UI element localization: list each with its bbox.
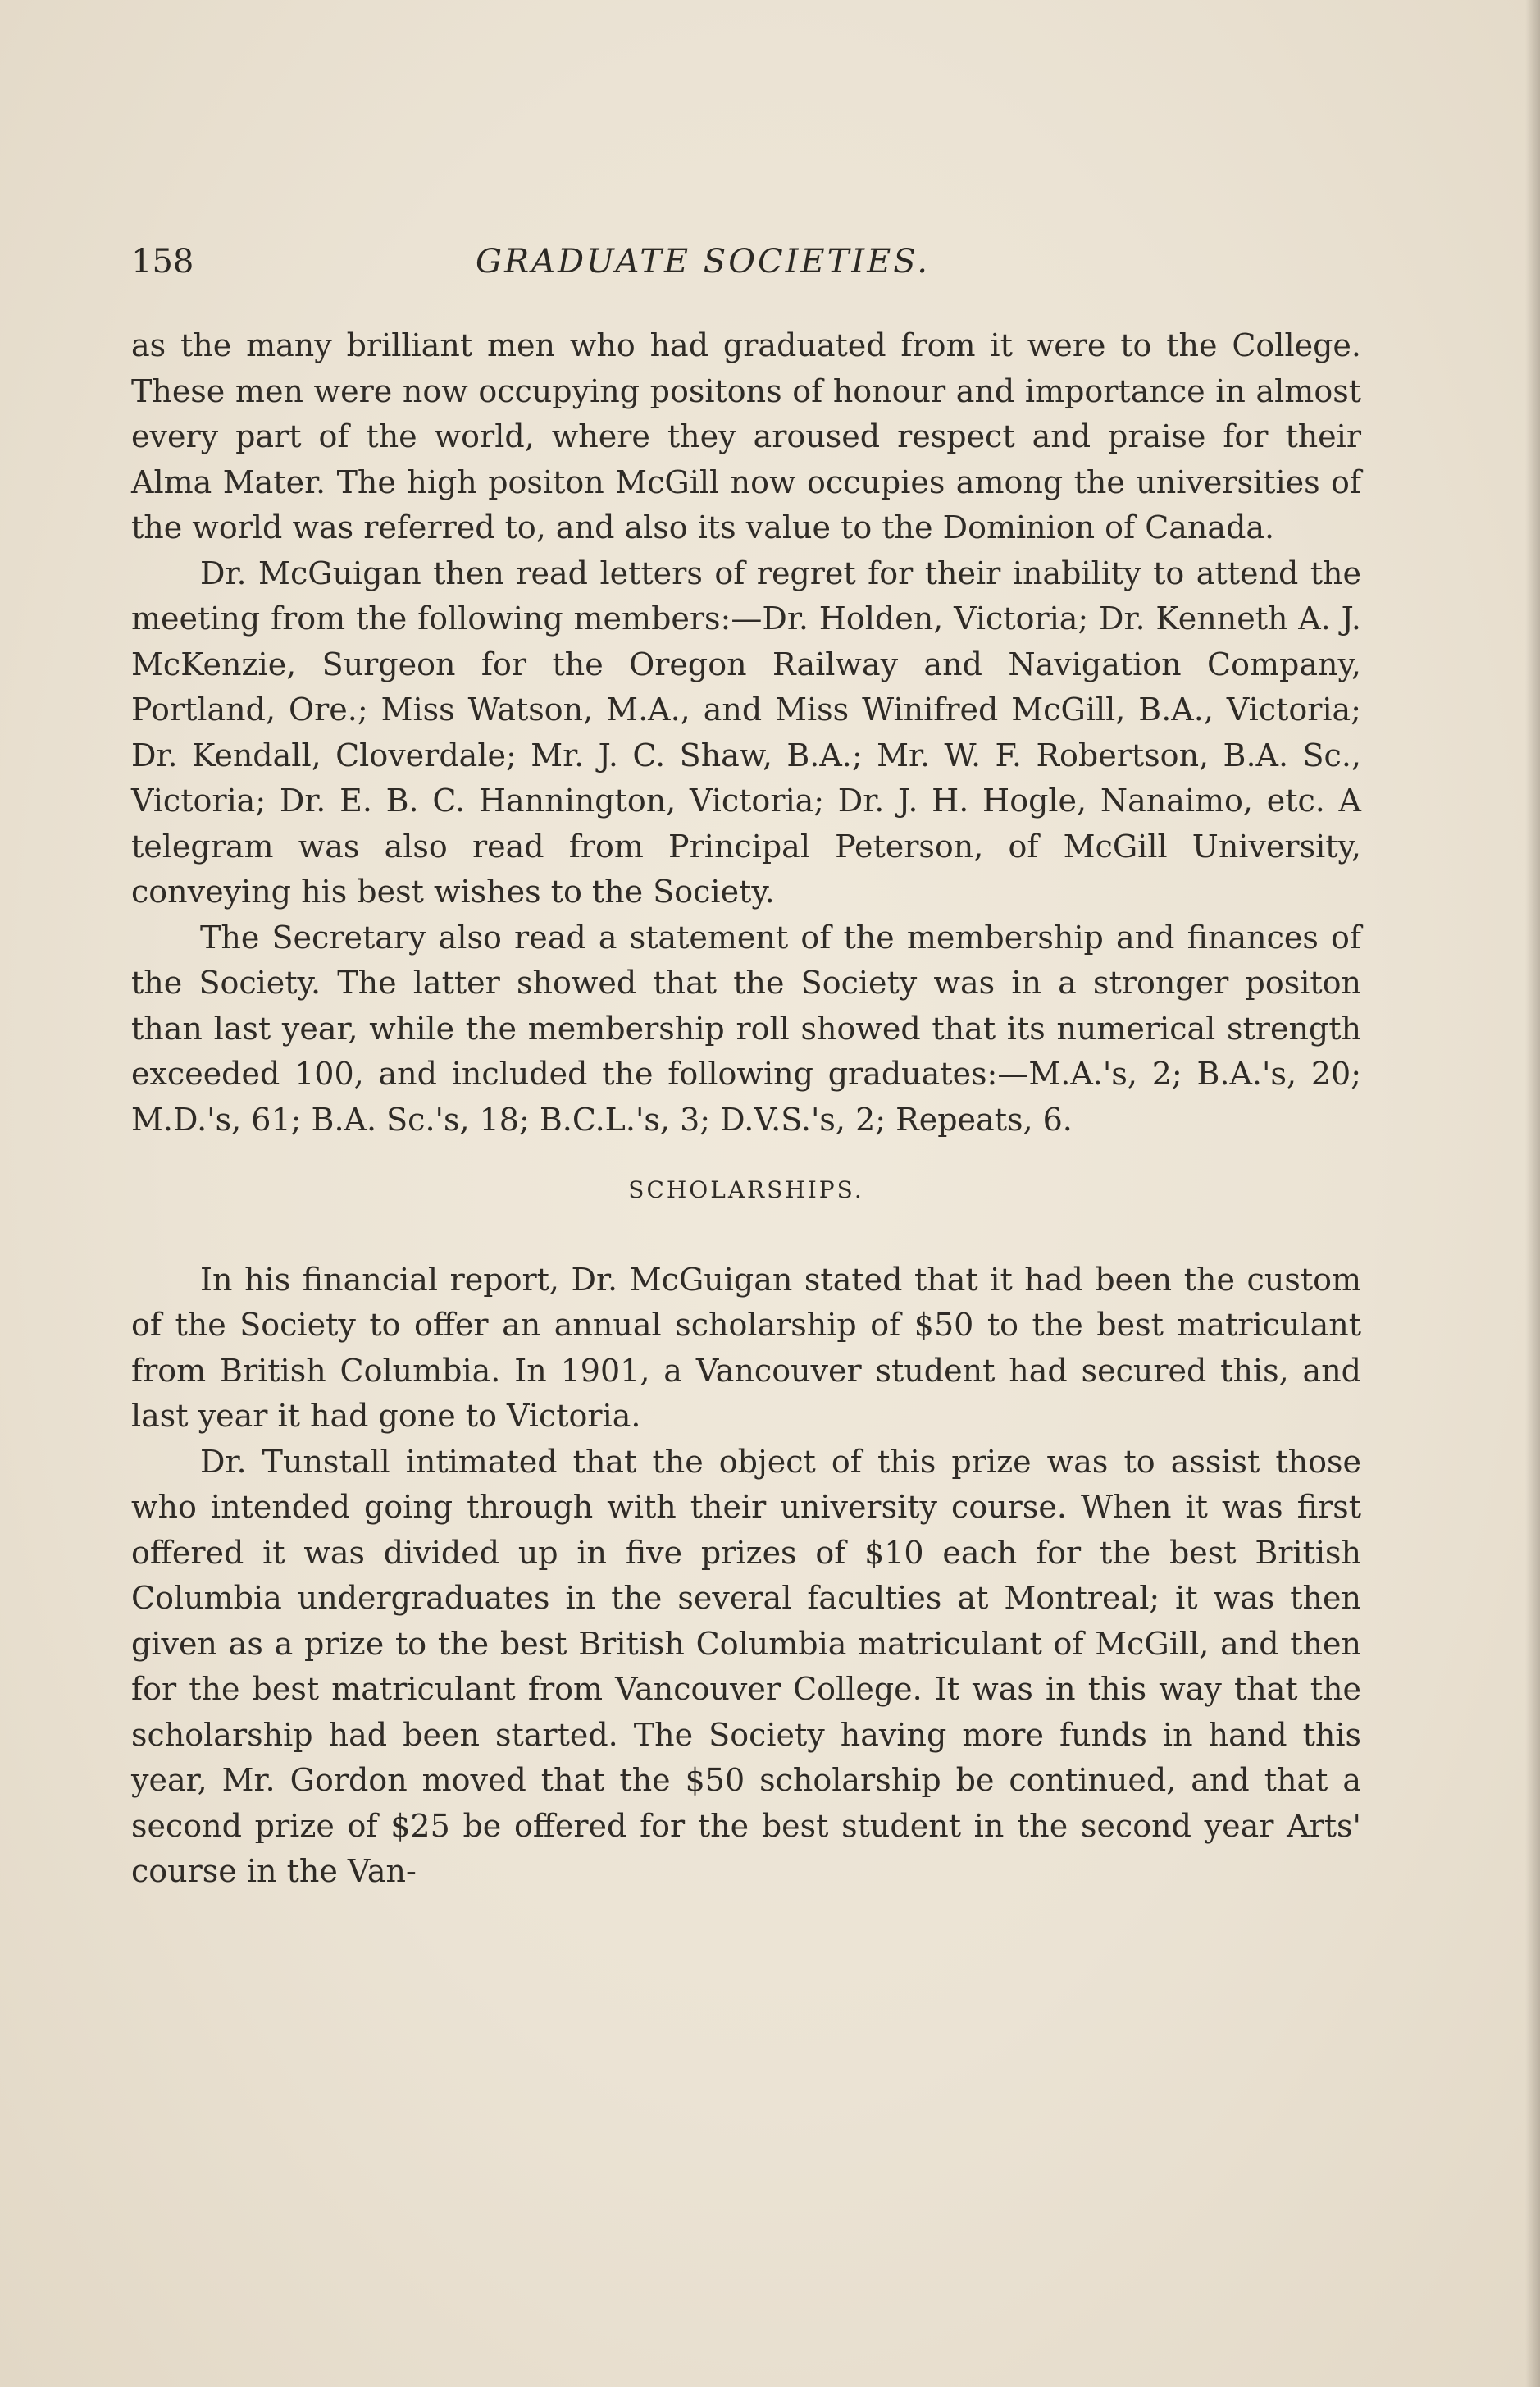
paragraph-financial-report: In his financial report, Dr. McGuigan stated that it had been the custom of the Society to offer an annual scholarship of $50 to the best matriculant from British Columbia. In 1901, a Vancouver student had secured this, and last year it had gone to Victoria. — [131, 1261, 1361, 1434]
section-heading-scholarships: SCHOLARSHIPS. — [628, 1176, 864, 1203]
page-header — [131, 243, 1361, 292]
page-edge-shadow — [1525, 0, 1540, 2387]
paragraph-letters-of-regret: Dr. McGuigan then read letters of regret for their inability to attend the meeting from the following members:—Dr. Holden, Victoria; Dr. Kenneth A. J. McKenzie, Surgeon for the Oregon Railway and Navigation Company, Portland, Ore.; Miss Watson, M.A., and Miss Winifred McGill, B.A., Victoria; Dr. Kendall, Cloverdale; Mr. J. C. Shaw, B.A.; Mr. W. F. Robertson, B.A. Sc., Victoria; Dr. E. B. C. Hannington, Victoria; Dr. J. H. Hogle, Nanaimo, etc. A telegram was also read from Principal Peterson, of McGill University, conveying his best wishes to the Society. — [131, 555, 1361, 910]
running-title: GRADUATE SOCIETIES. — [476, 243, 930, 281]
page-number: 158 — [131, 243, 194, 281]
paragraph-continuation: as the many brilliant men who had graduated from it were to the College. These men were now occupying positons of honour and importance in almost every part of the world, where they aroused respect and praise for their Alma Mater. The high positon McGill now occupies among the universities of the world was referred to, and also its value to the Dominion of Canada. — [131, 327, 1361, 545]
paragraph-membership-statement: The Secretary also read a statement of the membership and finances of the Society. The latter showed that the Society was in a stronger positon than last year, while the membership roll showed that its numerical strength exceeded 100, and included the following graduates:—M.A.'s, 2; B.A.'s, 20; M.D.'s, 61; B.A. Sc.'s, 18; B.C.L.'s, 3; D.V.S.'s, 2; Repeats, 6. — [131, 919, 1361, 1138]
body-text — [131, 323, 1361, 1895]
paragraph-prize-object: Dr. Tunstall intimated that the object of this prize was to assist those who intended going through with their university course. When it was first offered it was divided up in five prizes of $10 each for the best British Columbia undergraduates in the several faculties at Montreal; it was then given as a prize to the best British Columbia matriculant of McGill, and then for the best matriculant from Vancouver College. It was in this way that the scholarship had been started. The Society having more funds in hand this year, Mr. Gordon moved that the $50 scholarship be continued, and that a second prize of $25 be offered for the best student in the second year Arts' course in the Van- — [131, 1443, 1361, 1889]
